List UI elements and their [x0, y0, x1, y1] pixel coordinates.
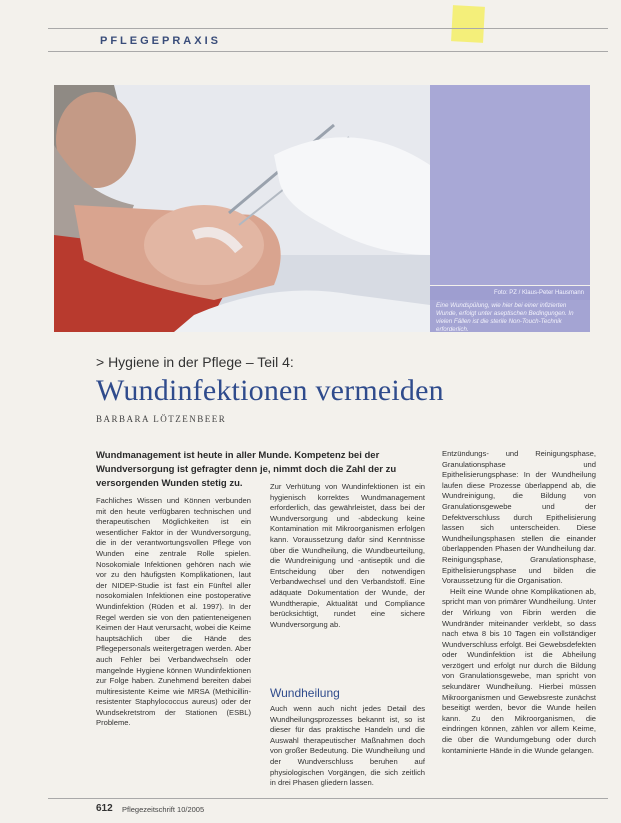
paragraph: Heilt eine Wunde ohne Komplikationen ab, spricht man von primärer Wundheilung. Unter der Wirkung von Fibrin werden die Wundränder miteinander verklebt, so dass nach etwa 8 bis 10 Tagen ein vollständiger Wundverschluss erfolgt. Bei Gewebsdefekten oder Wundinfektion ist die Abheilung verzögert und erfolgt nur durch die Bildung von Granulationsgewebe, man spricht von sekundärer Wundheilung. Hierbei müssen Mikroorganismen und Gewebsreste zunächst beseitigt werden, bevor die Wunde heilen kann. Zu den Mikroorganismen, die eindringen können, zählen vor allem Keime, die über die Wundumgebung oder durch kontaminierte Hände in die Wunde gelangen. [442, 586, 596, 755]
article-lead: Wundmanagement ist heute in aller Munde. Kompetenz bei der Wundversorgung ist gefragter denn je, nimmt doch die Zahl der zu versorgenden Wunden stetig zu. [96, 450, 397, 489]
photo-illustration [54, 85, 430, 332]
section-label: PFLEGEPRAXIS [100, 35, 221, 47]
page-number: 612 [96, 803, 113, 814]
article-photo [54, 85, 430, 332]
paragraph: Auch wenn auch nicht jedes Detail des Wundheilungsprozesses bekannt ist, so ist dieser für das praktische Handeln und die Auswahl therapeutischer Maßnahmen doch von großer Bedeutung. Die Wundheilung und der Wundverschluss beruhen auf physiologischen Vorgängen, die sich zeitlich in drei Phasen gliedern lassen. [270, 704, 425, 788]
header-rule-top [48, 28, 608, 29]
photo-credit: Foto: PZ / Klaus-Peter Hausmann [430, 286, 590, 300]
photo-side-panel [430, 85, 590, 285]
paragraph: Fachliches Wissen und Können verbunden mit den heute verfügbaren technischen und therapeutischen Möglichkeiten ist ein wesentlicher Faktor in der Wundversorgung, die in der verantwortungsvollen Pflege von Wunden eine zentrale Rolle spielen. Nosokomiale Infektionen gehören nach wie vor zu den häufigsten Komplikationen, laut der NIDEP-Studie ist fast ein Fünftel aller nosokomialen Infektionen eine postoperative Wundinfektion (Rüden et al. 1997). In der Regel werden sie von den patienteneigenen Keimen der Haut verursacht, wobei die Keime hauptsächlich über die Hände des Pflegepersonals weitergetragen werden. Aber auch Fehler bei Verbandwechseln oder mangelnde Hygiene können Wundinfektionen zur Folge haben. Zunehmend bereiten dabei multiresistente Keime wie MRSA (Methicillin-resistenter Staphylococcus aureus) oder der Wundsekretstrom der Stationen (ESBL) Probleme. [96, 496, 251, 728]
text-column-1 [96, 496, 251, 729]
journal-name: Pflegezeitschrift 10/2005 [122, 805, 205, 814]
article-author: BARBARA LÖTZENBEER [96, 414, 227, 424]
text-column-2 [270, 482, 425, 630]
photo-caption: Eine Wundspülung, wie hier bei einer infizierten Wunde, erfolgt unter aseptischen Bedingungen. In vielen Fällen ist die sterile Non-Touch-Technik erforderlich. [430, 300, 590, 332]
subheading-wundheilung: Wundheilung [270, 686, 340, 700]
paragraph: Zur Verhütung von Wundinfektionen ist ein hygienisch korrektes Wundmanagement erforderlich, das gewährleistet, dass bei der Wundversorgung und -abdeckung keine Kontamination mit Mikroorganismen erfolgen kann. Voraussetzung dafür sind Kenntnisse über die Wundheilung, die Wundbeurteilung, die Wundreinigung und -antiseptik und die Entscheidung über den notwendigen Verbandwechsel und den Verbandstoff. Eine adäquate Dokumentation der Wunde, der Wundtherapie, Aktualität und Compliance berücksichtigt, rundet eine sichere Wundversorgung ab. [270, 482, 425, 629]
article-kicker: > Hygiene in der Pflege – Teil 4: [96, 354, 294, 370]
footer-rule [48, 798, 608, 799]
article-title: Wundinfektionen vermeiden [96, 374, 444, 407]
text-column-2-continued [270, 704, 425, 789]
header-rule-bottom [48, 51, 608, 52]
text-column-3 [442, 449, 596, 756]
sticky-note [451, 5, 485, 43]
paragraph: Entzündungs- und Reinigungsphase, Granulationsphase und Epithelisierungsphase: In der Wundheilung laufen diese Prozesse überlappend ab, die Wundreinigung, die Bildung von Granulationsgewebe und der Defektverschluss durch Epithelisierung lassen sich unterscheiden. Diese Wundheilungsphasen stellen die einander überlappenden Phasen der Wundheilung dar. Reinigungsphase, Granulationsphase, Epithelisierungsphase und bilden die Voraussetzung für die Organisation. [442, 449, 596, 586]
